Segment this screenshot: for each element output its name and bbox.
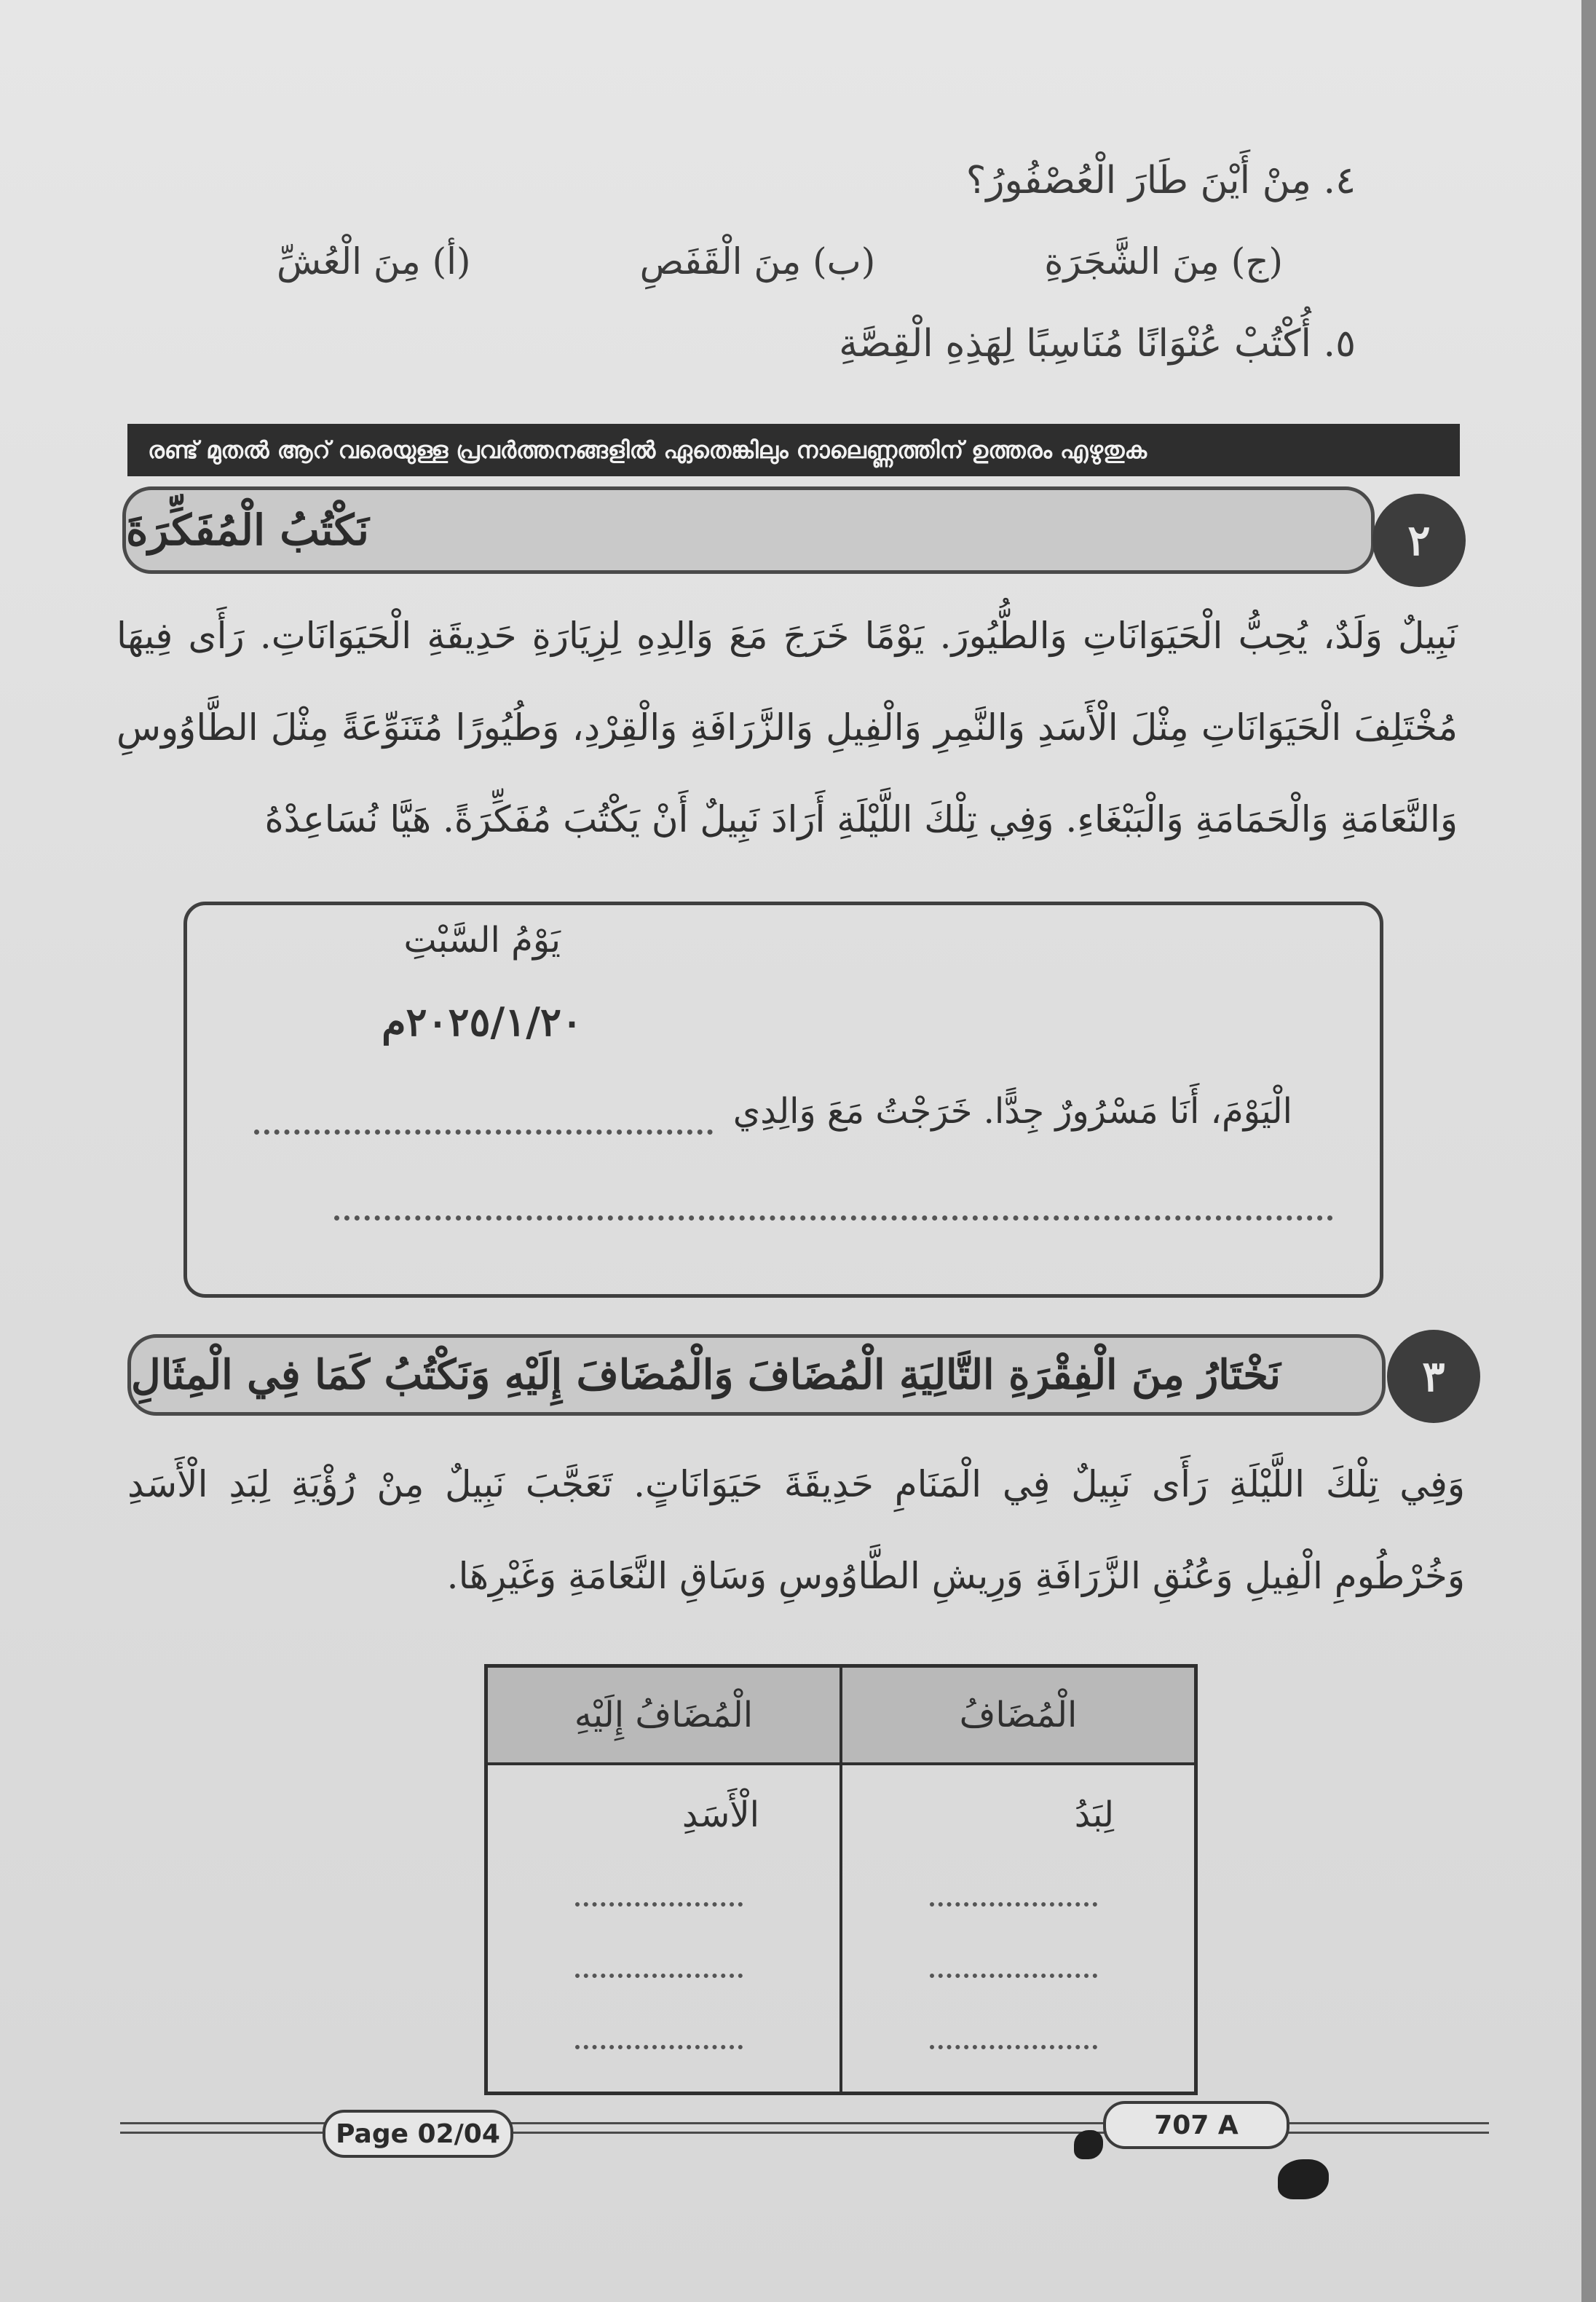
- diary-day: يَوْمُ السَّبْتِ: [403, 920, 561, 961]
- section-3-title: نَخْتَارُ مِنَ الْفِقْرَةِ التَّالِيَةِ الْمُضَافَ وَالْمُضَافَ إِلَيْهِ وَنَكْتُبُ كَمَا فِي الْمِثَالِ: [131, 1351, 1281, 1399]
- section-2-heading: [122, 486, 1375, 574]
- option-c: (ج) مِنَ الشَّجَرَةِ: [1044, 240, 1283, 283]
- option-b: (ب) مِنَ الْقَفَصِ: [639, 240, 876, 283]
- example-mudaf-ilaihi: الْأَسَدِ: [682, 1794, 759, 1835]
- section-3-heading: [127, 1334, 1386, 1416]
- page-number: Page 02/04: [323, 2110, 513, 2158]
- mudaf-blank-2[interactable]: [930, 1907, 1097, 1978]
- mudaf-ilaihi-blank-1[interactable]: [575, 1835, 743, 1907]
- section-3-number-badge: ٣: [1387, 1330, 1480, 1423]
- question-4-options: [277, 240, 1283, 299]
- section-2-number-badge: ٢: [1372, 494, 1466, 587]
- mudaf-blank-1[interactable]: [930, 1835, 1097, 1907]
- diary-answer-blank-2[interactable]: [334, 1182, 1333, 1221]
- section-2-paragraph: نَبِيلٌ وَلَدٌ، يُحِبُّ الْحَيَوَانَاتِ وَالطُّيُورَ. يَوْمًا خَرَجَ مَعَ وَالِدِهِ لِزِيَارَةِ حَدِيقَةِ الْحَيَوَانَاتِ. رَأَى فِيهَا مُخْتَلِفَ الْحَيَوَانَاتِ مِثْلَ الْأَسَدِ وَالنَّمِرِ وَالْفِيلِ وَالزَّرَافَةِ وَالْقِرْدِ، وَطُيُورًا مُتَنَوِّعَةً مِثْلَ الطَّاوُوسِ وَالنَّعَامَةِ وَالْحَمَامَةِ وَالْبَبْغَاءِ. وَفِي تِلْكَ اللَّيْلَةِ أَرَادَ نَبِيلٌ أَنْ يَكْتُبَ مُفَكِّرَةً. هَيَّا نُسَاعِدْهُ: [116, 615, 1458, 840]
- header-mudaf-ilaihi: الْمُضَافُ إِلَيْهِ: [488, 1668, 841, 1764]
- idafa-table-grid: [488, 1668, 1194, 2092]
- mudaf-column: [841, 1764, 1194, 2092]
- mudaf-ilaihi-blank-3[interactable]: [575, 1978, 743, 2049]
- ink-smudge: [1074, 2130, 1103, 2159]
- question-4: ٤. مِنْ أَيْنَ طَارَ الْعُصْفُورُ؟: [965, 159, 1356, 202]
- idafa-table: [484, 1664, 1198, 2095]
- diary-first-line: الْيَوْمَ، أَنَا مَسْرُورٌ جِدًّا. خَرَجْتُ مَعَ وَالِدِي: [732, 1091, 1292, 1132]
- mudaf-blank-3[interactable]: [930, 1978, 1097, 2049]
- header-mudaf: الْمُضَافُ: [841, 1668, 1194, 1764]
- ink-smudge-2: [1278, 2159, 1329, 2199]
- exam-code: 707 A: [1103, 2101, 1289, 2149]
- section-2-title: نَكْتُبُ الْمُفَكِّرَةَ: [126, 505, 369, 555]
- section-3-paragraph: وَفِي تِلْكَ اللَّيْلَةِ رَأَى نَبِيلٌ فِي الْمَنَامِ حَدِيقَةَ حَيَوَانَاتٍ. تَعَجَّبَ نَبِيلٌ مِنْ رُؤْيَةِ لِبَدِ الْأَسَدِ وَخُرْطُومِ الْفِيلِ وَعُنُقِ الزَّرَافَةِ وَرِيشِ الطَّاوُوسِ وَسَاقِ النَّعَامَةِ وَغَيْرِهَا.: [127, 1463, 1465, 1597]
- mudaf-ilaihi-blank-2[interactable]: [575, 1907, 743, 1978]
- example-mudaf: لِبَدُ: [1074, 1794, 1114, 1835]
- diary-answer-blank-1[interactable]: [254, 1096, 713, 1135]
- mudaf-ilaihi-column: [488, 1764, 841, 2092]
- question-5: ٥. أُكْتُبْ عُنْوَانًا مُنَاسِبًا لِهَذِهِ الْقِصَّةِ: [839, 322, 1356, 366]
- diary-date: ٢٠٢٥/١/٢٠م: [382, 998, 582, 1045]
- diary-box: [183, 902, 1383, 1298]
- option-a: (أ) مِنَ الْعُشِّ: [277, 240, 471, 283]
- instruction-banner: രണ്ട് മുതൽ ആറ് വരെയുള്ള പ്രവർത്തനങ്ങളിൽ ഏതെങ്കിലും നാലെണ്ണത്തിന് ഉത്തരം എഴുതുക: [127, 424, 1460, 476]
